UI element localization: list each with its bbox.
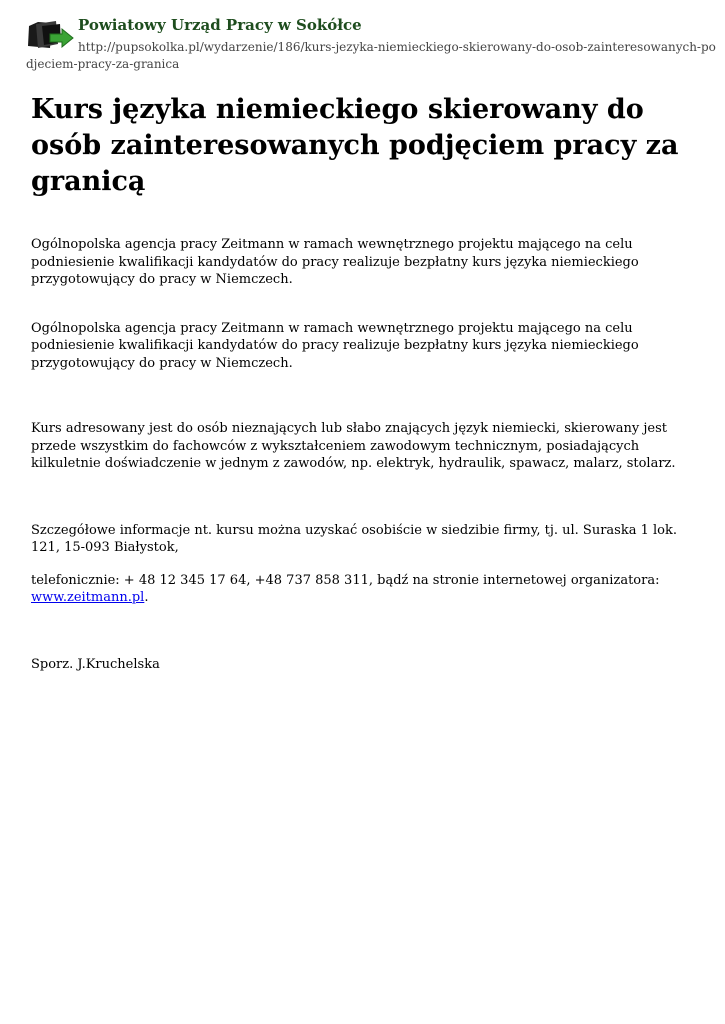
article-paragraph: Kurs adresowany jest do osób nieznających lub słabo znających język niemiecki, skierowany jest przede wszystkim do fachowców z wykształceniem zawodowym technicznym, posiadających kilkuletnie doświadczenie w jednym z zawodów, np. elektryk, hydraulik, spawacz, malarz, stolarz. [31, 421, 676, 471]
site-name[interactable]: Powiatowy Urząd Pracy w Sokółce [78, 16, 362, 34]
signature: Sporz. J.Kruchelska [31, 656, 160, 672]
contact-paragraph [31, 572, 691, 607]
article-title: Kurs języka niemieckiego skierowany do osób zainteresowanych podjęciem pracy za granicą [31, 94, 679, 197]
organizer-website-link[interactable]: www.zeitmann.pl [31, 590, 145, 605]
contact-text: telefonicznie: + 48 12 345 17 64, +48 737 858 311, bądź na stronie internetowej organizatora: [31, 572, 660, 588]
article [31, 92, 691, 673]
article-paragraph: Ogólnopolska agencja pracy Zeitmann w ramach wewnętrznego projektu mającego na celu podniesienie kwalifikacji kandydatów do pracy realizuje bezpłatny kurs języka niemieckiego przygotowujący do pracy w Niemczech. [31, 320, 639, 371]
article-paragraph: Ogólnopolska agencja pracy Zeitmann w ramach wewnętrznego projektu mającego na celu podniesienie kwalifikacji kandydatów do pracy realizuje bezpłatny kurs języka niemieckiego przygotowujący do pracy w Niemczech. [31, 237, 639, 287]
page-url: http://pupsokolka.pl/wydarzenie/186/kurs-jezyka-niemieckiego-skierowany-do-osob-zainteresowanych-podjeciem-pracy-za-granica [26, 40, 716, 71]
contact-end: . [144, 590, 149, 605]
address-paragraph: Szczegółowe informacje nt. kursu można uzyskać osobiście w siedzibie firmy, tj. ul. Suraska 1 lok. 121, 15-093 Białystok, [31, 522, 677, 555]
